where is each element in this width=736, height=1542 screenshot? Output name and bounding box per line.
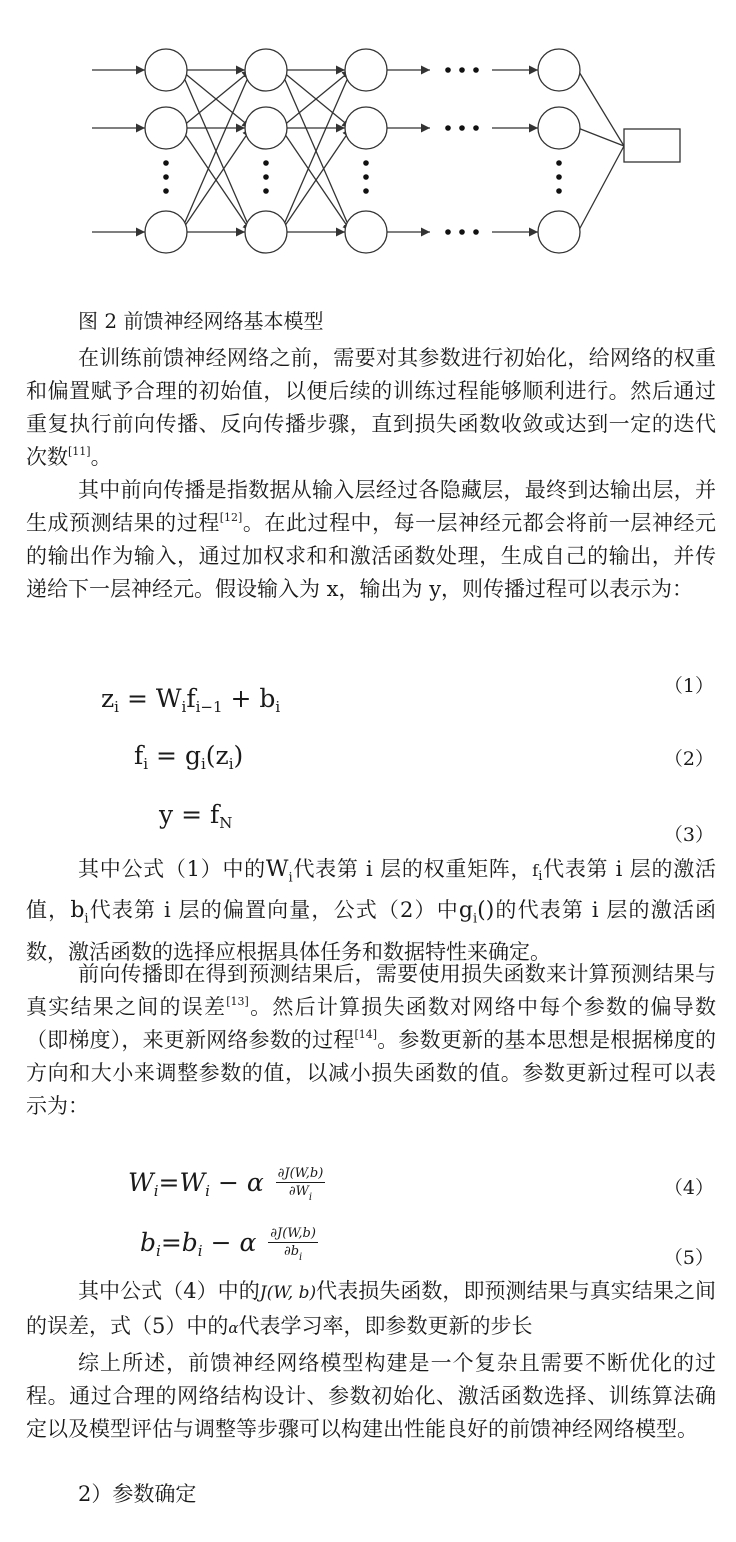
neuron-node	[538, 49, 580, 91]
neuron-node	[538, 211, 580, 253]
output-box	[624, 129, 680, 162]
neuron-node	[145, 107, 187, 149]
output-connection	[578, 70, 624, 146]
paragraph-5: 其中公式（4）中的J(W, b)代表损失函数，即预测结果与真实结果之间的误差，式（5）中的α代表学习率，即参数更新的步长	[26, 1279, 716, 1338]
horizontal-dot	[473, 229, 479, 235]
figure-caption: 图 2 前馈神经网络基本模型	[78, 309, 324, 333]
equation-2: $f_i = g_i(z_i)$	[134, 741, 244, 773]
neuron-node	[145, 211, 187, 253]
equation-3: $y = f_N$	[159, 800, 233, 832]
vertical-dot	[363, 174, 369, 180]
neuron-node	[345, 211, 387, 253]
output-connection	[578, 146, 624, 232]
paragraph-6: 综上所述，前馈神经网络模型构建是一个复杂且需要不断优化的过程。通过合理的网络结构设计、参数初始化、激活函数选择、训练算法确定以及模型评估与调整等步骤可以构建出性能良好的前馈神经网络模型。	[26, 1351, 716, 1441]
neuron-node	[538, 107, 580, 149]
equation-5: $b_i=b_i - \alpha$ $\frac{\partial J(W,b)}{\partial b_i}$	[140, 1226, 316, 1263]
neuron-node	[245, 107, 287, 149]
neuron-node	[245, 211, 287, 253]
vertical-dot	[263, 188, 269, 194]
neuron-node	[145, 49, 187, 91]
paragraph-3: 其中公式（1）中的$W_i$代表第 i 层的权重矩阵，$f_i$代表第 i 层的激活值，$b_i$代表第 i 层的偏置向量，公式（2）中$g_i()$的代表第 i 层的激活函数，激活函数的选择应根据具体任务和数据特性来确定。	[26, 857, 716, 964]
equation-1: $z_i = W_if_{i-1} + b_i$	[101, 684, 281, 716]
equation-5-number: （5）	[663, 1247, 714, 1269]
ellipsis-dots	[163, 67, 562, 235]
horizontal-dot	[459, 67, 465, 73]
vertical-dot	[263, 160, 269, 166]
equation-2-number: （2）	[663, 748, 714, 770]
neuron-node	[345, 107, 387, 149]
equation-4-number: （4）	[663, 1177, 714, 1199]
paragraph-1: 在训练前馈神经网络之前，需要对其参数进行初始化，给网络的权重和偏置赋予合理的初始值，以便后续的训练过程能够顺利进行。然后通过重复执行前向传播、反向传播步骤，直到损失函数收敛或达到一定的迭代次数[11]。	[26, 346, 716, 469]
paragraph-4: 前向传播即在得到预测结果后，需要使用损失函数来计算预测结果与真实结果之间的误差[13]。然后计算损失函数对网络中每个参数的偏导数（即梯度），来更新网络参数的过程[14]。参数更新的基本思想是根据梯度的方向和大小来调整参数的值，以减小损失函数的值。参数更新过程可以表示为：	[26, 962, 717, 1118]
vertical-dot	[363, 188, 369, 194]
horizontal-dot	[473, 67, 479, 73]
neuron-node	[245, 49, 287, 91]
horizontal-dot	[445, 125, 451, 131]
horizontal-dot	[445, 67, 451, 73]
vertical-dot	[556, 160, 562, 166]
equation-4: $W_i=W_i - \alpha$ $\frac{\partial J(W,b)}{\partial W_i}$	[128, 1166, 324, 1203]
vertical-dot	[263, 174, 269, 180]
horizontal-dot	[459, 125, 465, 131]
horizontal-dot	[445, 229, 451, 235]
output-connection	[578, 128, 624, 146]
connection-lines	[92, 70, 624, 232]
vertical-dot	[556, 174, 562, 180]
vertical-dot	[363, 160, 369, 166]
vertical-dot	[163, 160, 169, 166]
horizontal-dot	[473, 125, 479, 131]
vertical-dot	[556, 188, 562, 194]
feedforward-network-diagram	[0, 0, 736, 290]
equation-1-number: （1）	[663, 675, 714, 697]
paragraph-2: 其中前向传播是指数据从输入层经过各隐藏层，最终到达输出层，并生成预测结果的过程[12]。在此过程中，每一层神经元都会将前一层神经元的输出作为输入，通过加权求和和激活函数处理，生成自己的输出，并传递给下一层神经元。假设输入为 x，输出为 y，则传播过程可以表示为：	[26, 478, 717, 601]
neuron-node	[345, 49, 387, 91]
equation-3-number: （3）	[663, 824, 714, 846]
vertical-dot	[163, 188, 169, 194]
paragraph-7: 2）参数确定	[78, 1482, 197, 1506]
vertical-dot	[163, 174, 169, 180]
horizontal-dot	[459, 229, 465, 235]
neuron-nodes	[145, 49, 580, 253]
